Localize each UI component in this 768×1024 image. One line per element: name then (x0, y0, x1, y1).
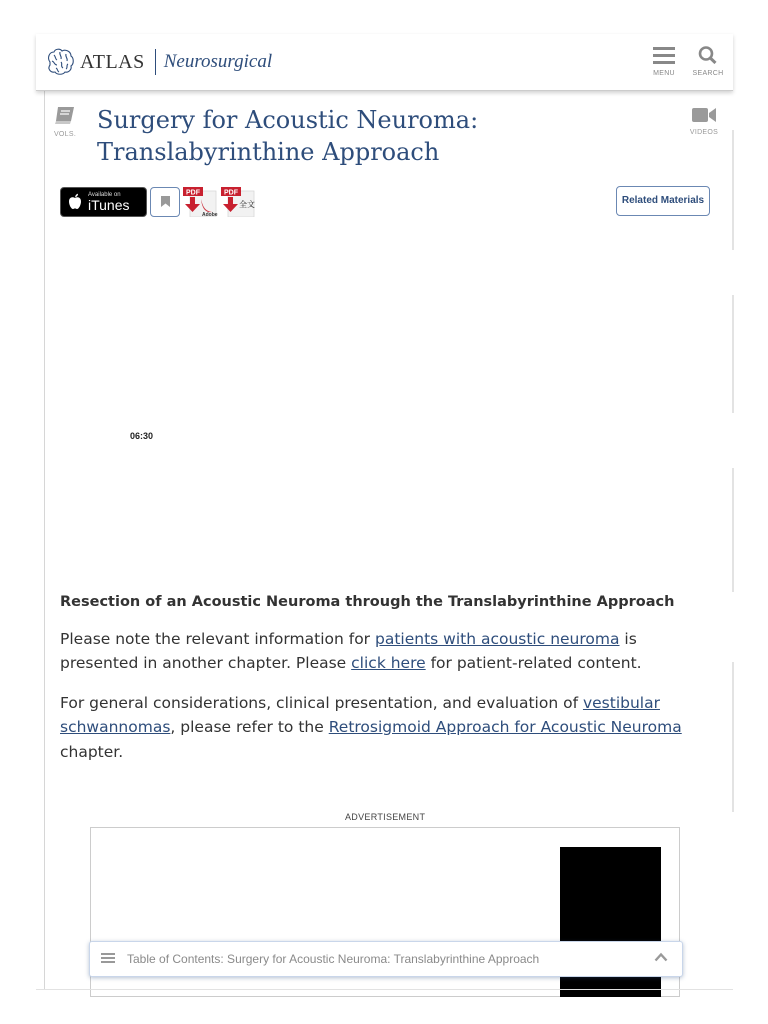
p1-text-c: for patient-related content. (425, 654, 642, 672)
paragraph-patient-info (60, 627, 710, 676)
search-button[interactable] (691, 46, 725, 80)
page-title: Surgery for Acoustic Neuroma: Translabyrinthine Approach (97, 106, 479, 166)
itunes-small-text: Available on (88, 191, 121, 198)
videos-label: VIDEOS (689, 129, 719, 136)
itunes-big-text: iTunes (88, 196, 130, 213)
scroll-rail-segment (732, 130, 734, 250)
retrosigmoid-approach-link[interactable]: Retrosigmoid Approach for Acoustic Neuroma (328, 718, 682, 736)
pdf-download-icon (182, 187, 218, 217)
scroll-rail-segment (732, 662, 734, 812)
bookmark-button[interactable] (150, 187, 180, 217)
pdf-label: PDF (186, 188, 200, 196)
table-of-contents-label: Table of Contents: Surgery for Acoustic Neuroma: Translabyrinthine Approach (127, 952, 540, 966)
p2-text-c: chapter. (60, 742, 124, 761)
book-icon (54, 106, 76, 126)
page-bottom-edge (36, 989, 733, 990)
pdf-label-cn: PDF (224, 188, 238, 196)
bookmark-icon (161, 196, 170, 207)
video-duration: 06:30 (130, 431, 154, 441)
article-body (60, 590, 710, 779)
advertisement-label: ADVERTISEMENT (345, 812, 426, 822)
list-icon (101, 952, 115, 964)
volumes-label: VOLS. (53, 131, 77, 138)
volumes-button[interactable] (53, 106, 77, 138)
menu-label: MENU (653, 70, 675, 77)
menu-icon (653, 46, 675, 64)
apple-icon (68, 193, 82, 210)
pdf-fulltext-label: 全文 (239, 199, 255, 209)
click-here-link[interactable]: click here (351, 654, 426, 672)
scroll-rail-segment (732, 295, 734, 413)
vestibular-schwannomas-link[interactable]: vestibular schwannomas (60, 693, 660, 736)
p2-text-a: For general considerations, clinical presentation, and evaluation of (60, 693, 583, 712)
paragraph-general-considerations (60, 691, 710, 765)
search-label: SEARCH (692, 70, 724, 77)
scroll-rail-segment (732, 468, 734, 592)
p1-text-b: is presented in another chapter. Please (60, 629, 637, 672)
menu-button[interactable] (647, 46, 681, 80)
brand-name: ATLAS (80, 50, 145, 73)
video-camera-icon (691, 106, 717, 124)
pdf-download-icon (220, 187, 256, 217)
badge-row (60, 186, 256, 217)
site-logo[interactable] (44, 46, 272, 78)
pdf-adobe-download[interactable] (182, 187, 218, 217)
p2-text-b: , please refer to the (170, 718, 329, 736)
brain-logo-icon (44, 46, 76, 78)
site-header (36, 34, 733, 91)
brand-subname: Neurosurgical (163, 51, 273, 72)
section-subtitle: Resection of an Acoustic Neuroma through the Translabyrinthine Approach (60, 594, 675, 610)
patients-acoustic-neuroma-link[interactable]: patients with acoustic neuroma (374, 629, 620, 648)
chevron-up-icon[interactable] (654, 952, 668, 962)
itunes-badge[interactable] (60, 187, 147, 217)
pdf-adobe-label: Adobe (202, 211, 218, 217)
search-icon (698, 46, 718, 64)
pdf-fulltext-download[interactable] (220, 187, 256, 217)
video-player[interactable] (60, 230, 710, 585)
logo-divider (155, 49, 156, 75)
table-of-contents-bar[interactable] (89, 941, 683, 977)
article-content (44, 90, 734, 990)
related-materials-button[interactable]: Related Materials (616, 186, 710, 216)
videos-button[interactable] (689, 106, 719, 136)
p1-text-a: Please note the relevant information for (60, 629, 375, 648)
